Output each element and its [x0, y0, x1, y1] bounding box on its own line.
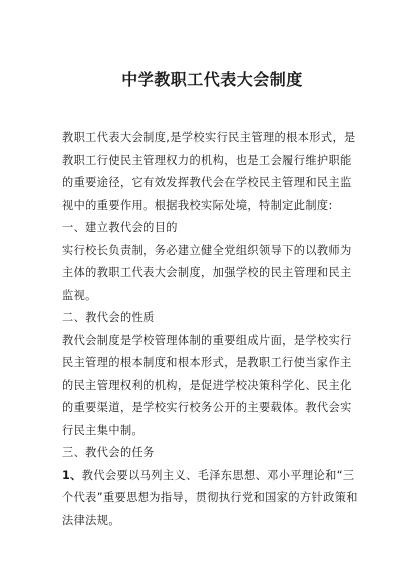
- section-3-item-1: [62, 465, 362, 533]
- section-heading-2: 二、教代会的性质: [62, 311, 155, 324]
- item-number: 1、: [62, 468, 82, 482]
- document-body: [62, 127, 362, 532]
- section-2-paragraph: 教代会制度是学校管理体制的重要组成片面，是学校实行民主管理的根本制度和根本形式，是教职工行使当家作主的民主管理权利的机构，是促进学校决策科学化、民主化的重要渠道，是学校实行校务公开的主要载体。教代会实行民主集中制。: [62, 333, 352, 437]
- section-1-paragraph: 实行校长负责制，务必建立健全党组织领导下的以教师为主体的教职工代表大会制度，加强学校的民主管理和民主监视。: [62, 243, 352, 302]
- document-title: 中学教职工代表大会制度: [121, 70, 303, 89]
- section-heading-3: 三、教代会的任务: [62, 446, 155, 459]
- section-heading-1: 一、建立教代会的目的: [62, 221, 178, 234]
- intro-paragraph: 教职工代表大会制度,是学校实行民主管理的根本形式，是教职工行使民主管理权力的机构，也是工会履行维护职能的重要途径，它有效发挥教代会在学校民主管理和民主监视中的重要作用。根据我校实际处境，特制定此制度:: [62, 131, 356, 212]
- item-text: 教代会要以马列主义、毛泽东思想、邓小平理论和“三个代表”重要思想为指导，贯彻执行党和国家的方针政策和法律法规。: [62, 468, 358, 527]
